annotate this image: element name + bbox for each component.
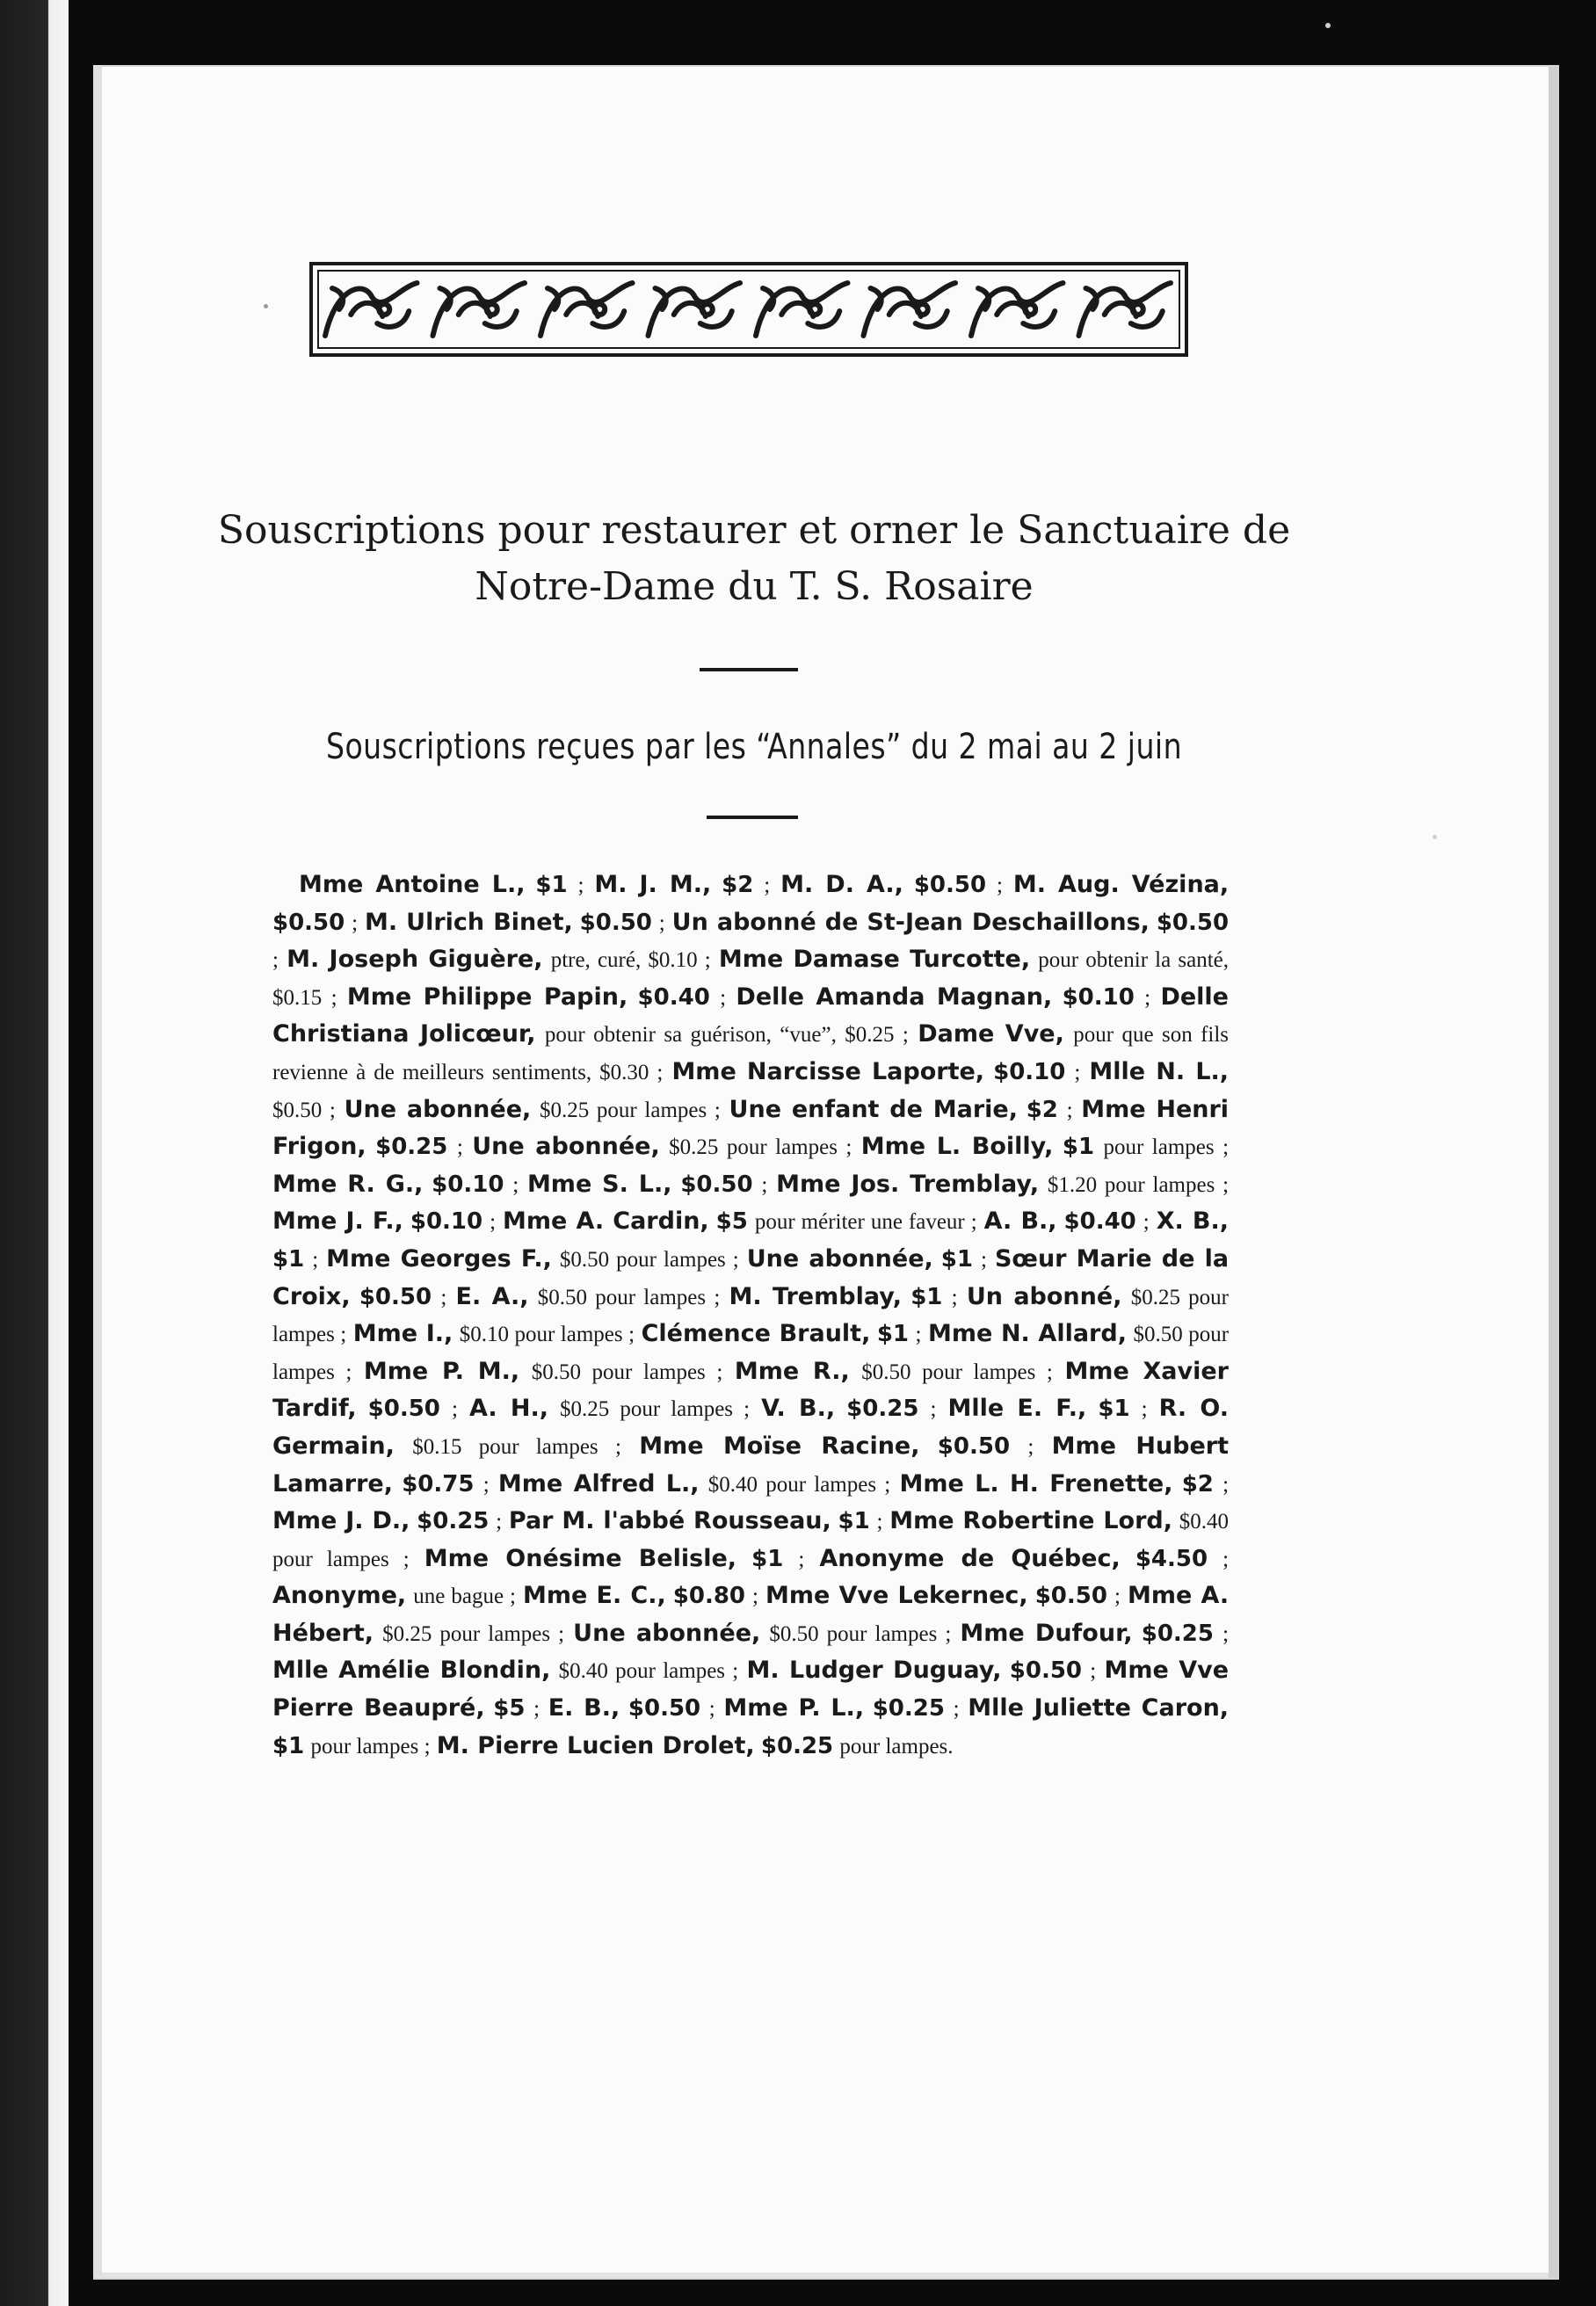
subscription-note: $0.25 pour lampes ; bbox=[539, 1098, 721, 1122]
subscription-note: $0.50 pour lampes ; bbox=[531, 1360, 723, 1384]
subscription-note: ; bbox=[752, 1584, 758, 1609]
subscription-entry bbox=[437, 1731, 954, 1759]
subscription-entry bbox=[456, 1282, 721, 1310]
subscriber-name: Mme Vve Pierre Beaupré, bbox=[272, 1657, 1230, 1722]
subscriber-name: A. H., bbox=[468, 1395, 548, 1423]
subscriber-name: V. B., bbox=[761, 1395, 836, 1423]
subscriber-name: Mme Jos. Tremblay, bbox=[776, 1170, 1040, 1198]
subscription-amount: $0.75 bbox=[402, 1470, 475, 1497]
subscriber-name: Un abonné de St-Jean Deschaillons, bbox=[671, 908, 1150, 936]
subscription-note: ; bbox=[533, 1697, 540, 1722]
subscription-note: $0.25 pour lampes ; bbox=[382, 1621, 565, 1646]
subscription-note: ; bbox=[1222, 1621, 1230, 1646]
subscriber-name: Clémence Brault, bbox=[641, 1320, 871, 1348]
spine-shadow bbox=[93, 65, 102, 2276]
subscription-entry bbox=[899, 1469, 1229, 1497]
subscriber-name: Une abonnée, bbox=[344, 1095, 532, 1123]
subscription-amount: $1 bbox=[1062, 1134, 1095, 1161]
subscriber-name: Mme Henri Frigon, bbox=[272, 1095, 1230, 1161]
subscriber-name: Mme A. Cardin, bbox=[503, 1207, 709, 1236]
subscription-amount: $0.50 bbox=[680, 1171, 753, 1198]
subscription-note: $0.50 pour lampes ; bbox=[861, 1360, 1053, 1384]
subscription-entry bbox=[272, 1170, 519, 1198]
subscription-note: $0.50 pour lampes ; bbox=[769, 1621, 952, 1646]
subscription-note: $0.50 ; bbox=[272, 1098, 336, 1122]
subscriber-name: M. Tremblay, bbox=[729, 1282, 902, 1310]
subscription-entry bbox=[819, 1544, 1229, 1572]
subscriber-name: Mme Antoine L., bbox=[299, 871, 526, 898]
subscription-amount: $0.40 bbox=[1063, 1208, 1136, 1236]
subscriber-name: Mme S. L., bbox=[526, 1170, 672, 1198]
subscription-note: ; bbox=[312, 1247, 319, 1272]
subscriber-name: Mlle Juliette Caron, bbox=[968, 1694, 1230, 1722]
subscription-entry bbox=[272, 1656, 738, 1684]
scan-speck bbox=[1433, 835, 1437, 839]
subscription-entry bbox=[776, 1170, 1229, 1198]
subscriber-name: X. B., bbox=[1156, 1207, 1230, 1236]
subscriber-name: A. B., bbox=[983, 1207, 1057, 1236]
subscription-entry bbox=[299, 870, 584, 898]
ornament-band bbox=[309, 262, 1188, 357]
subscriber-name: Mme Robertine Lord, bbox=[889, 1507, 1172, 1535]
subscription-entry bbox=[984, 1207, 1150, 1235]
subscription-note: ; bbox=[490, 1210, 497, 1235]
section-subtitle: Souscriptions reçues par les “Annales” du 2 mai au 2 juin bbox=[325, 727, 1183, 767]
subscriber-name: Mme Georges F., bbox=[326, 1244, 552, 1273]
subscription-amount: $0.50 bbox=[1009, 1657, 1083, 1685]
subscription-entry bbox=[353, 1319, 635, 1347]
subscription-amount: $0.50 bbox=[937, 1432, 1011, 1460]
title-line-1: Souscriptions pour restaurer et orner le Sanctuaire de bbox=[217, 508, 1291, 553]
subscriber-name: Mme Onésime Belisle, bbox=[424, 1544, 737, 1572]
subscriber-name: Mlle N. L., bbox=[1089, 1057, 1230, 1085]
scan-speck bbox=[1325, 23, 1331, 28]
subscriber-name: Mme P. L., bbox=[723, 1694, 865, 1722]
subscription-note: ; bbox=[482, 1472, 490, 1497]
subscriber-name: Mlle Amélie Blondin, bbox=[272, 1657, 551, 1685]
subscriber-name: Dame Vve, bbox=[918, 1020, 1064, 1048]
subscription-amount: $1 bbox=[910, 1283, 943, 1310]
subscriber-name: Mme A. Hébert, bbox=[272, 1582, 1230, 1647]
subscription-note: ; bbox=[512, 1172, 519, 1197]
subscription-entry bbox=[345, 1095, 721, 1123]
subscription-entry bbox=[548, 1693, 715, 1722]
subscriber-name: E. A., bbox=[455, 1282, 529, 1310]
subscription-note: ; bbox=[708, 1697, 715, 1722]
subscription-amount: $0.50 bbox=[628, 1695, 701, 1722]
subscription-note: ; bbox=[1114, 1584, 1121, 1609]
subscription-note: $0.15 pour lampes ; bbox=[412, 1434, 621, 1459]
subscriber-name: Delle Amanda Magnan, bbox=[736, 983, 1053, 1011]
subscription-note: ; bbox=[798, 1547, 805, 1571]
subscriber-name: Mme Damase Turcotte, bbox=[718, 946, 1031, 974]
subscription-amount: $1 bbox=[751, 1545, 784, 1572]
subscription-entry bbox=[272, 1506, 502, 1534]
divider-rule-bottom bbox=[707, 816, 798, 819]
subscriber-name: Par M. l'abbé Rousseau, bbox=[508, 1507, 831, 1535]
subscription-amount: $1 bbox=[272, 1732, 305, 1759]
subscription-entry bbox=[729, 1282, 958, 1310]
subscriber-name: Sœur Marie de la Croix, bbox=[272, 1244, 1230, 1310]
subscription-note: ; bbox=[951, 1285, 958, 1309]
subscription-amount: $0.25 bbox=[872, 1695, 945, 1722]
subscription-entry bbox=[472, 1132, 852, 1160]
subscriber-name: M. Joseph Giguère, bbox=[287, 946, 543, 974]
subscription-note: pour obtenir sa guérison, “vue”, $0.25 ; bbox=[544, 1023, 909, 1048]
subscription-amount: $0.25 bbox=[375, 1134, 448, 1161]
subscription-note: $0.50 pour lampes ; bbox=[559, 1247, 739, 1272]
subscription-amount: $0.50 bbox=[579, 909, 652, 936]
subscription-note: $0.40 pour lampes ; bbox=[707, 1472, 891, 1497]
subscription-amount: $0.50 bbox=[913, 872, 987, 898]
subscription-note: une bague ; bbox=[413, 1584, 517, 1609]
subscription-amount: $0.25 bbox=[846, 1396, 919, 1423]
subscription-entry bbox=[729, 1095, 1073, 1123]
subscription-note: ; bbox=[1074, 1060, 1081, 1084]
subscription-note: ptre, curé, $0.10 ; bbox=[550, 948, 711, 973]
subscription-entry bbox=[960, 1619, 1229, 1647]
subscription-entry bbox=[861, 1132, 1229, 1160]
subscriber-name: Delle Christiana Jolicœur, bbox=[272, 983, 1229, 1048]
subscription-amount: $5 bbox=[715, 1208, 748, 1236]
subscriber-name: Mme Philippe Papin, bbox=[346, 983, 628, 1011]
subscription-note: ; bbox=[1222, 1472, 1230, 1497]
subscription-entry bbox=[761, 1394, 936, 1422]
subscription-entry bbox=[523, 1581, 758, 1609]
subscription-note: $1.20 pour lampes ; bbox=[1047, 1172, 1230, 1197]
subscription-entry bbox=[509, 1506, 883, 1534]
subscriber-name: Mme I., bbox=[352, 1320, 453, 1348]
subscription-amount: $0.25 bbox=[417, 1508, 490, 1535]
subscription-entry bbox=[573, 1619, 951, 1647]
subscriber-name: M. Ulrich Binet, bbox=[365, 908, 573, 936]
subscriber-name: Une enfant de Marie, bbox=[729, 1095, 1018, 1123]
subscription-note: ; bbox=[352, 910, 359, 935]
subscriber-name: Anonyme, bbox=[272, 1582, 407, 1610]
subscription-entry bbox=[747, 1244, 987, 1273]
subscription-entry bbox=[642, 1319, 922, 1347]
subscription-note: ; bbox=[1027, 1434, 1034, 1459]
subscription-amount: $4.50 bbox=[1135, 1545, 1208, 1572]
subscriber-name: Mlle E. F., bbox=[947, 1395, 1087, 1423]
subscription-note: ; bbox=[764, 874, 771, 897]
subscription-note: ; bbox=[658, 910, 665, 935]
subscription-note: pour que son fils revienne à de meilleurs sentiments, $0.30 ; bbox=[272, 1023, 1230, 1084]
previous-page-edge bbox=[0, 0, 69, 2306]
subscription-amount: $0.50 bbox=[367, 1396, 440, 1423]
subscriber-name: Mme Hubert Lamarre, bbox=[272, 1432, 1230, 1497]
subscription-note: $0.40 pour lampes ; bbox=[558, 1659, 739, 1684]
subscription-amount: $0.25 bbox=[760, 1732, 834, 1759]
subscriber-name: Anonyme de Québec, bbox=[819, 1544, 1121, 1572]
subscription-entry bbox=[347, 983, 726, 1011]
subscriber-name: Mme R., bbox=[734, 1357, 850, 1385]
subscriber-name: Mme J. D., bbox=[272, 1507, 410, 1535]
subscription-amount: $0.40 bbox=[637, 983, 710, 1011]
subscription-entry bbox=[765, 1581, 1121, 1609]
subscription-entry bbox=[503, 1207, 977, 1235]
subscriber-name: M. Ludger Duguay, bbox=[746, 1657, 1002, 1685]
subscriber-name: M. D. A., bbox=[780, 871, 903, 898]
subscription-note: $0.50 pour lampes ; bbox=[537, 1285, 721, 1309]
subscriber-name: Mme R. G., bbox=[272, 1170, 424, 1198]
subscription-amount: $0.10 bbox=[410, 1208, 483, 1236]
subscription-amount: $0.50 bbox=[1156, 909, 1230, 936]
subscription-note: ; bbox=[1066, 1098, 1073, 1122]
subscription-entry bbox=[272, 1581, 516, 1609]
subscription-entry bbox=[326, 1244, 739, 1273]
subscription-entry bbox=[469, 1394, 750, 1422]
subscription-note: ; bbox=[272, 948, 279, 973]
subscription-note: ; bbox=[930, 1397, 937, 1422]
subscription-note: ; bbox=[451, 1397, 458, 1422]
subscription-note: ; bbox=[577, 874, 584, 897]
subscription-note: pour mériter une faveur ; bbox=[754, 1210, 977, 1235]
subscription-amount: $0.80 bbox=[672, 1583, 746, 1610]
subscriber-name: Mme E. C., bbox=[523, 1582, 666, 1610]
subscription-note: ; bbox=[876, 1510, 883, 1534]
subscriber-name: Mme L. H. Frenette, bbox=[899, 1469, 1173, 1497]
subscriber-name: Mme J. F., bbox=[272, 1207, 403, 1236]
subscription-entry bbox=[735, 1357, 1053, 1385]
subscription-entry bbox=[736, 983, 1150, 1011]
subscription-note: ; bbox=[1144, 985, 1151, 1010]
subscriber-name: Un abonné, bbox=[966, 1282, 1122, 1310]
scan-speck bbox=[264, 304, 268, 308]
subscription-amount: $2 bbox=[1026, 1096, 1058, 1123]
subscription-amount: $0.10 bbox=[993, 1058, 1066, 1085]
subscription-note: ; bbox=[1141, 1397, 1148, 1422]
subscriber-name: Mme L. Boilly, bbox=[860, 1133, 1054, 1161]
subscription-entry bbox=[364, 1357, 722, 1385]
subscription-amount: $1 bbox=[1098, 1396, 1130, 1423]
subscription-note: ; bbox=[1090, 1659, 1097, 1684]
subscription-note: pour lampes. bbox=[839, 1734, 954, 1759]
subscription-amount: $0.25 bbox=[1141, 1620, 1214, 1647]
subscription-note: $0.25 pour lampes ; bbox=[272, 1285, 1229, 1347]
subscription-amount: $1 bbox=[940, 1245, 973, 1273]
subscription-note: ; bbox=[981, 1247, 987, 1272]
subscriber-name: M. Aug. Vézina, bbox=[1012, 871, 1230, 898]
subscription-note: pour lampes ; bbox=[310, 1734, 431, 1759]
subscription-amount: $1 bbox=[838, 1508, 870, 1535]
subscriber-name: R. O. Germain, bbox=[272, 1395, 1230, 1460]
subscription-entry bbox=[287, 945, 711, 973]
subscription-entry bbox=[780, 870, 1003, 898]
subscription-entry bbox=[639, 1432, 1034, 1460]
subscription-note: pour obtenir la santé, $0.15 ; bbox=[272, 948, 1229, 1010]
subscriber-name: Une abonnée, bbox=[746, 1244, 933, 1273]
subscriber-name: Mme Narcisse Laporte, bbox=[671, 1057, 985, 1085]
subscriber-name: Mme Alfred L., bbox=[497, 1469, 700, 1497]
subscription-amount: $0.50 bbox=[1034, 1583, 1107, 1610]
subscription-entry bbox=[272, 1207, 496, 1235]
subscription-note: ; bbox=[456, 1135, 463, 1160]
subscription-amount: $0.50 bbox=[359, 1283, 432, 1310]
subscriber-name: Une abonnée, bbox=[573, 1619, 761, 1647]
subscription-note: $0.10 pour lampes ; bbox=[459, 1323, 635, 1347]
subscriber-name: M. J. M., bbox=[594, 871, 712, 898]
subscription-note: ; bbox=[915, 1323, 922, 1347]
subscription-entry bbox=[594, 870, 770, 898]
subscription-note: ; bbox=[1222, 1547, 1230, 1571]
subscription-entry bbox=[723, 1693, 959, 1722]
subscription-entry bbox=[747, 1656, 1097, 1684]
divider-rule-top bbox=[700, 668, 798, 671]
subscription-note: $0.40 pour lampes ; bbox=[272, 1510, 1230, 1571]
subscriber-name: E. B., bbox=[548, 1694, 620, 1722]
subscriber-name: Mme Dufour, bbox=[960, 1619, 1133, 1647]
subscription-note: $0.25 pour lampes ; bbox=[560, 1397, 751, 1422]
subscription-note: ; bbox=[1143, 1210, 1150, 1235]
subscription-amount: $0.10 bbox=[432, 1171, 504, 1198]
subscriber-name: M. Pierre Lucien Drolet, bbox=[436, 1731, 755, 1759]
subscription-amount: $2 bbox=[722, 872, 754, 898]
subscription-note: $0.50 pour lampes ; bbox=[272, 1323, 1230, 1384]
subscriber-name: Une abonnée, bbox=[472, 1133, 660, 1161]
subscription-note: ; bbox=[496, 1510, 503, 1534]
subscriber-name: Mme Xavier Tardif, bbox=[272, 1357, 1229, 1423]
subscription-amount: $0.50 bbox=[272, 909, 345, 936]
subscription-note: ; bbox=[720, 985, 727, 1010]
subscription-list bbox=[272, 867, 1229, 1765]
title-line-2: Notre-Dame du T. S. Rosaire bbox=[475, 564, 1034, 609]
subscriber-name: Mme P. M., bbox=[363, 1357, 520, 1385]
subscription-amount: $1 bbox=[535, 872, 568, 898]
subscription-entry bbox=[527, 1170, 767, 1198]
subscription-amount: $0.10 bbox=[1062, 983, 1135, 1011]
subscription-entry bbox=[424, 1544, 805, 1572]
subscription-note: ; bbox=[440, 1285, 447, 1309]
subscription-amount: $5 bbox=[493, 1695, 526, 1722]
subscription-note: ; bbox=[953, 1697, 960, 1722]
subscription-entry bbox=[671, 1057, 1080, 1085]
subscription-entry bbox=[948, 1394, 1148, 1422]
subscription-note: $0.25 pour lampes ; bbox=[669, 1135, 852, 1160]
subscription-amount: $1 bbox=[876, 1321, 910, 1348]
subscriber-name: Mme Vve Lekernec, bbox=[765, 1582, 1028, 1610]
subscription-note: ; bbox=[996, 874, 1003, 897]
page-title bbox=[211, 503, 1297, 615]
subscription-entry bbox=[365, 908, 665, 936]
subscription-note: ; bbox=[761, 1172, 768, 1197]
subscription-amount: $2 bbox=[1181, 1470, 1214, 1497]
subscriber-name: Mme Moïse Racine, bbox=[639, 1432, 920, 1460]
subscriber-name: Mme N. Allard, bbox=[927, 1320, 1127, 1348]
subscription-note: pour lampes ; bbox=[1103, 1135, 1230, 1160]
subscription-entry bbox=[498, 1469, 890, 1497]
subscription-amount: $1 bbox=[272, 1245, 305, 1273]
